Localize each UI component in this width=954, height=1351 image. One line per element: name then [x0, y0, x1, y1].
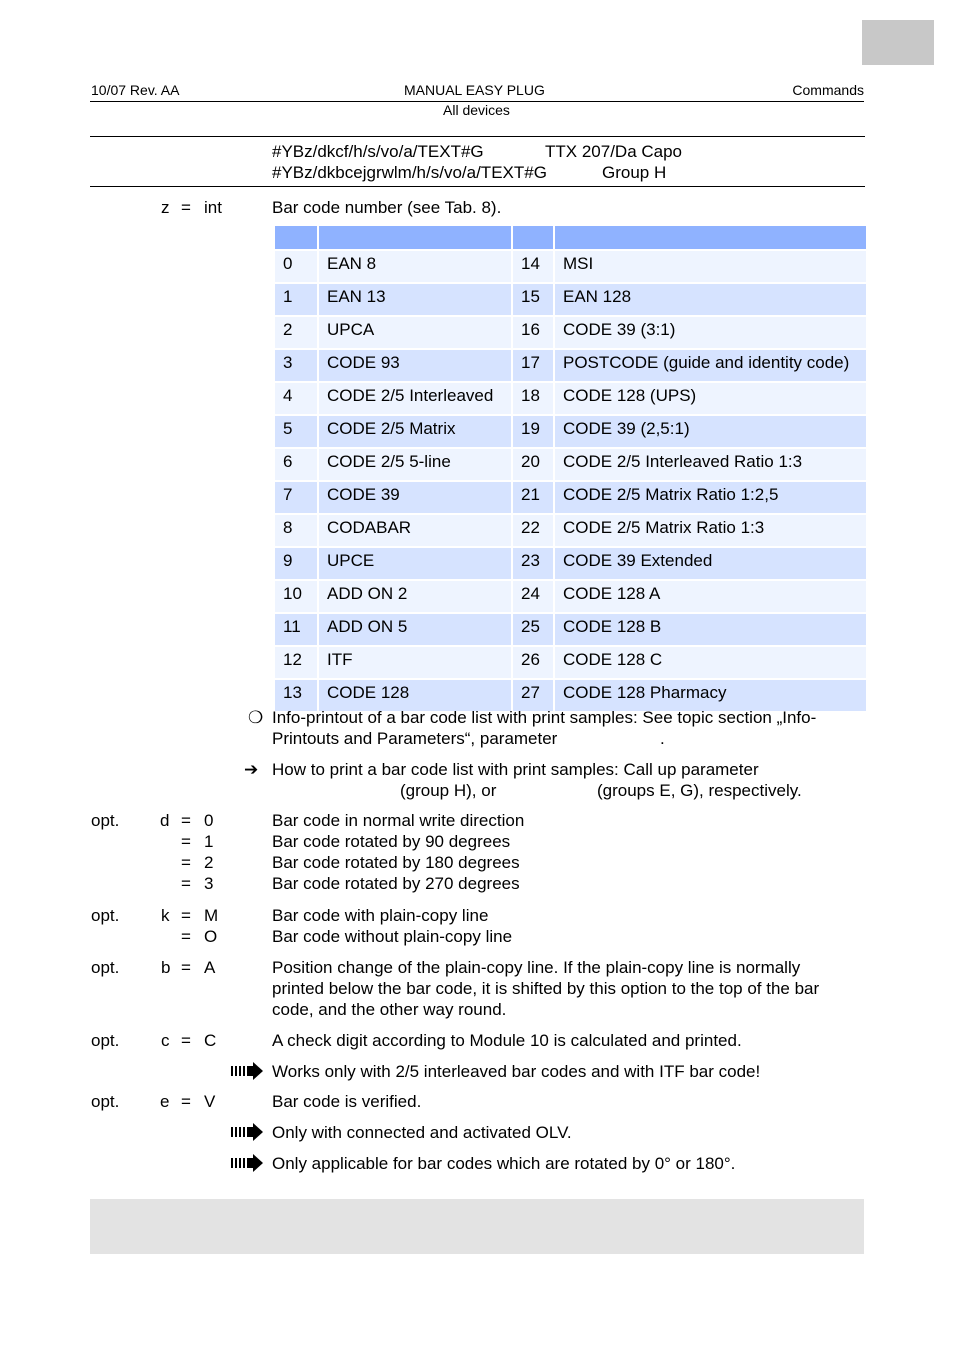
- barcode-number-cell: 13: [275, 680, 317, 713]
- param-e-note-2: Only applicable for bar codes which are rotated by 0° or 180°.: [272, 1154, 736, 1173]
- barcode-table: [273, 226, 868, 713]
- header-cell: [555, 226, 866, 251]
- param-e-desc: Bar code is verified.: [272, 1092, 422, 1111]
- barcode-name-cell: CODE 2/5 Matrix: [319, 416, 511, 449]
- param-d-value-0: 0: [204, 811, 214, 830]
- barcode-number-cell: 6: [275, 449, 317, 482]
- header-section: Commands: [792, 82, 864, 98]
- syntax-bottom-rule: [90, 186, 865, 187]
- barcode-name-cell: EAN 128: [555, 284, 866, 317]
- barcode-number-cell: 15: [513, 284, 553, 317]
- param-c-name: c: [161, 1031, 170, 1050]
- barcode-number-cell: 27: [513, 680, 553, 713]
- barcode-name-cell: CODE 128 (UPS): [555, 383, 866, 416]
- barcode-name-cell: EAN 13: [319, 284, 511, 317]
- barcode-number-cell: 16: [513, 317, 553, 350]
- table-row: [275, 251, 866, 284]
- barcode-name-cell: POSTCODE (guide and identity code): [555, 350, 866, 383]
- barcode-name-cell: CODE 39 Extended: [555, 548, 866, 581]
- bullet-circle-icon: ❍: [248, 708, 264, 727]
- barcode-number-cell: 14: [513, 251, 553, 284]
- param-d-eq-2: =: [181, 853, 191, 872]
- info-line-2: Printouts and Parameters“, parameter: [272, 729, 558, 748]
- barcode-number-cell: 25: [513, 614, 553, 647]
- barcode-number-cell: 11: [275, 614, 317, 647]
- barcode-number-cell: 2: [275, 317, 317, 350]
- barcode-number-cell: 19: [513, 416, 553, 449]
- barcode-name-cell: CODABAR: [319, 515, 511, 548]
- barcode-name-cell: CODE 128 Pharmacy: [555, 680, 866, 713]
- note-arrow-icon: [231, 1123, 263, 1141]
- barcode-name-cell: CODE 128 B: [555, 614, 866, 647]
- barcode-name-cell: CODE 39 (2,5:1): [555, 416, 866, 449]
- param-k-value-0: M: [204, 906, 219, 925]
- barcode-number-cell: 8: [275, 515, 317, 548]
- barcode-name-cell: UPCE: [319, 548, 511, 581]
- barcode-name-cell: CODE 39: [319, 482, 511, 515]
- barcode-name-cell: ITF: [319, 647, 511, 680]
- barcode-number-cell: 17: [513, 350, 553, 383]
- param-k-eq-1: =: [181, 927, 191, 946]
- param-z-name: z: [161, 198, 170, 217]
- note-arrow-icon: [231, 1154, 263, 1172]
- param-k-name: k: [161, 906, 170, 925]
- table-row: [275, 581, 866, 614]
- barcode-name-cell: CODE 93: [319, 350, 511, 383]
- opt-label-e: opt.: [91, 1092, 120, 1111]
- param-z-type: int: [204, 198, 222, 217]
- barcode-name-cell: CODE 128: [319, 680, 511, 713]
- opt-label-c: opt.: [91, 1031, 120, 1050]
- table-row: [275, 647, 866, 680]
- note-arrow-icon: [231, 1062, 263, 1080]
- table-row: [275, 383, 866, 416]
- barcode-name-cell: CODE 2/5 5-line: [319, 449, 511, 482]
- barcode-number-cell: 1: [275, 284, 317, 317]
- param-c-value: C: [204, 1031, 217, 1050]
- info-line-2-end: .: [660, 729, 665, 748]
- barcode-name-cell: CODE 2/5 Matrix Ratio 1:2,5: [555, 482, 866, 515]
- info-line-1: Info-printout of a bar code list with print samples: See topic section „Info-: [272, 708, 817, 727]
- param-b-desc-line-3: code, and the other way round.: [272, 1000, 507, 1019]
- param-c-desc: A check digit according to Module 10 is calculated and printed.: [272, 1031, 742, 1050]
- table-row: [275, 515, 866, 548]
- param-d-eq-3: =: [181, 874, 191, 893]
- barcode-number-cell: 20: [513, 449, 553, 482]
- param-d-desc-2: Bar code rotated by 180 degrees: [272, 853, 520, 872]
- barcode-number-cell: 18: [513, 383, 553, 416]
- barcode-name-cell: ADD ON 5: [319, 614, 511, 647]
- param-z-desc: Bar code number (see Tab. 8).: [272, 198, 502, 217]
- param-c-eq: =: [181, 1031, 191, 1050]
- param-k-eq-0: =: [181, 906, 191, 925]
- howto-line-2a: (group H), or: [400, 781, 497, 800]
- opt-label-b: opt.: [91, 958, 120, 977]
- param-b-value: A: [204, 958, 216, 977]
- barcode-name-cell: CODE 2/5 Matrix Ratio 1:3: [555, 515, 866, 548]
- param-b-name: b: [161, 958, 171, 977]
- opt-label-k: opt.: [91, 906, 120, 925]
- barcode-name-cell: CODE 2/5 Interleaved: [319, 383, 511, 416]
- syntax-command-1: #YBz/dkcf/h/s/vo/a/TEXT#G: [272, 142, 484, 161]
- table-row: [275, 449, 866, 482]
- param-k-desc-0: Bar code with plain-copy line: [272, 906, 489, 925]
- syntax-top-rule: [90, 136, 865, 137]
- arrow-right-icon: ➔: [244, 760, 259, 779]
- barcode-name-cell: UPCA: [319, 317, 511, 350]
- syntax-command-2: #YBz/dkbcejgrwlm/h/s/vo/a/TEXT#G: [272, 163, 547, 182]
- barcode-name-cell: MSI: [555, 251, 866, 284]
- param-d-eq-0: =: [181, 811, 191, 830]
- header-cell: [319, 226, 511, 251]
- barcode-number-cell: 26: [513, 647, 553, 680]
- barcode-number-cell: 12: [275, 647, 317, 680]
- barcode-number-cell: 10: [275, 581, 317, 614]
- param-e-value: V: [204, 1092, 216, 1111]
- barcode-number-cell: 9: [275, 548, 317, 581]
- param-b-desc-line-2: printed below the bar code, it is shifted by this option to the top of the bar: [272, 979, 820, 998]
- table-row: [275, 548, 866, 581]
- barcode-name-cell: CODE 2/5 Interleaved Ratio 1:3: [555, 449, 866, 482]
- howto-line-2b: (groups E, G), respectively.: [597, 781, 802, 800]
- param-c-note: Works only with 2/5 interleaved bar codes and with ITF bar code!: [272, 1062, 761, 1081]
- barcode-number-cell: 7: [275, 482, 317, 515]
- syntax-command-2-devices: Group H: [602, 163, 667, 182]
- param-d-desc-3: Bar code rotated by 270 degrees: [272, 874, 520, 893]
- page-tab-marker: [862, 20, 934, 65]
- table-row: [275, 482, 866, 515]
- header-cell: [513, 226, 553, 251]
- param-b-desc-line-1: Position change of the plain-copy line. If the plain-copy line is normally: [272, 958, 801, 977]
- barcode-number-cell: 3: [275, 350, 317, 383]
- param-e-note-1: Only with connected and activated OLV.: [272, 1123, 572, 1142]
- opt-label-d: opt.: [91, 811, 120, 830]
- param-e-name: e: [160, 1092, 170, 1111]
- param-z-eq: =: [181, 198, 191, 217]
- barcode-name-cell: CODE 128 A: [555, 581, 866, 614]
- table-row: [275, 284, 866, 317]
- header-cell: [275, 226, 317, 251]
- header-title: MANUAL EASY PLUG: [404, 82, 545, 98]
- header-subtitle: All devices: [443, 102, 510, 118]
- barcode-number-cell: 4: [275, 383, 317, 416]
- param-d-value-1: 1: [204, 832, 214, 851]
- barcode-name-cell: EAN 8: [319, 251, 511, 284]
- table-row: [275, 416, 866, 449]
- param-d-eq-1: =: [181, 832, 191, 851]
- barcode-name-cell: CODE 39 (3:1): [555, 317, 866, 350]
- header-revision: 10/07 Rev. AA: [91, 82, 180, 98]
- param-d-value-3: 3: [204, 874, 214, 893]
- barcode-number-cell: 22: [513, 515, 553, 548]
- syntax-command-1-devices: TTX 207/Da Capo: [545, 142, 683, 161]
- howto-line-1: How to print a bar code list with print samples: Call up parameter: [272, 760, 759, 779]
- param-d-desc-1: Bar code rotated by 90 degrees: [272, 832, 511, 851]
- param-k-desc-1: Bar code without plain-copy line: [272, 927, 513, 946]
- barcode-name-cell: CODE 128 C: [555, 647, 866, 680]
- param-e-eq: =: [181, 1092, 191, 1111]
- table-row: [275, 350, 866, 383]
- barcode-number-cell: 21: [513, 482, 553, 515]
- barcode-number-cell: 0: [275, 251, 317, 284]
- table-row: [275, 317, 866, 350]
- param-d-name: d: [160, 811, 170, 830]
- footer-panel: [90, 1199, 864, 1254]
- barcode-table-header: [275, 226, 866, 251]
- barcode-name-cell: ADD ON 2: [319, 581, 511, 614]
- param-b-eq: =: [181, 958, 191, 977]
- param-d-value-2: 2: [204, 853, 214, 872]
- barcode-number-cell: 23: [513, 548, 553, 581]
- param-d-desc-0: Bar code in normal write direction: [272, 811, 525, 830]
- param-k-value-1: O: [204, 927, 218, 946]
- barcode-number-cell: 5: [275, 416, 317, 449]
- barcode-number-cell: 24: [513, 581, 553, 614]
- table-row: [275, 614, 866, 647]
